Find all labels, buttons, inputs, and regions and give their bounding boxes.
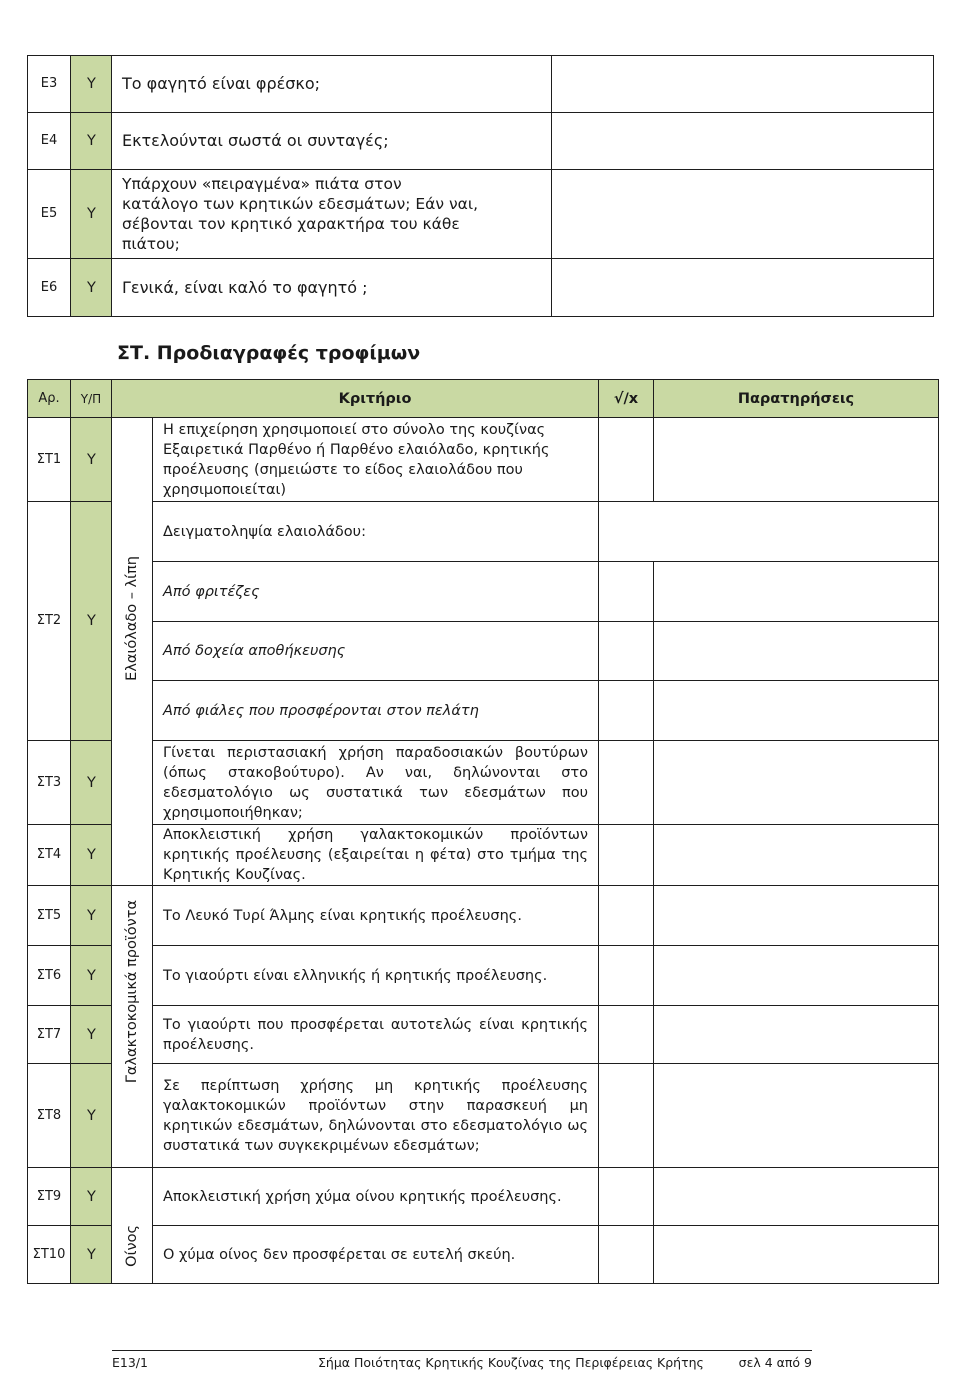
table-row xyxy=(28,825,939,886)
row-sub-criterion: Από φριτέζες xyxy=(153,562,599,622)
row-yp: Υ xyxy=(71,502,112,741)
row-yp: Υ xyxy=(71,259,112,317)
row-sub-criterion: Από δοχεία αποθήκευσης xyxy=(153,622,599,681)
row-notes-cell[interactable] xyxy=(552,259,934,317)
row-notes-cell[interactable] xyxy=(654,681,939,741)
row-yp: Υ xyxy=(71,113,112,170)
row-yp: Υ xyxy=(71,418,112,502)
row-yp: Υ xyxy=(71,1006,112,1064)
header-check: √/x xyxy=(599,380,654,418)
row-notes-cell[interactable] xyxy=(552,113,934,170)
table-row xyxy=(28,418,939,502)
row-yp: Υ xyxy=(71,825,112,886)
row-code: ΣΤ2 xyxy=(28,502,71,741)
row-notes-cell[interactable] xyxy=(654,622,939,681)
row-notes-cell[interactable] xyxy=(654,886,939,946)
row-yp: Υ xyxy=(71,946,112,1006)
row-code: ΣΤ1 xyxy=(28,418,71,502)
group-dairy xyxy=(112,886,153,1168)
row-notes-cell[interactable] xyxy=(654,1168,939,1226)
row-notes-cell[interactable] xyxy=(654,1006,939,1064)
row-code: ΣΤ10 xyxy=(28,1226,71,1284)
row-check-cell[interactable] xyxy=(599,741,654,825)
row-criterion: Σε περίπτωση χρήσης μη κρητικής προέλευσης γαλακτοκομικών προϊόντων στην παρασκευή μη κρητικών εδεσμάτων, δηλώνονται στο εδεσματολόγιο ως συστατικά των συγκεκριμένων εδεσμάτων; xyxy=(153,1064,599,1168)
row-yp: Υ xyxy=(71,56,112,113)
row-criterion: Το γιαούρτι είναι ελληνικής ή κρητικής προέλευσης. xyxy=(153,946,599,1006)
table-row xyxy=(28,886,939,946)
row-criterion: Αποκλειστική χρήση χύμα οίνου κρητικής προέλευσης. xyxy=(153,1168,599,1226)
footer-doc-code: Ε13/1 xyxy=(112,1355,148,1370)
row-yp: Υ xyxy=(71,170,112,259)
group-wine xyxy=(112,1168,153,1284)
row-yp: Υ xyxy=(71,1226,112,1284)
row-check-cell[interactable] xyxy=(599,1064,654,1168)
row-criterion: Δειγματοληψία ελαιολάδου: xyxy=(153,502,599,562)
top-criteria-table xyxy=(27,55,934,317)
row-criterion: Το Λευκό Τυρί Άλμης είναι κρητικής προέλευσης. xyxy=(153,886,599,946)
row-yp: Υ xyxy=(71,1064,112,1168)
row-criterion: Γενικά, είναι καλό το φαγητό ; xyxy=(112,259,552,317)
row-code: Ε3 xyxy=(28,56,71,113)
row-check-cell[interactable] xyxy=(599,622,654,681)
row-criterion: Αποκλειστική χρήση γαλακτοκομικών προϊόντων κρητικής προέλευσης (εξαιρείται η φέτα) στο τμήμα της Κρητικής Κουζίνας. xyxy=(153,825,599,886)
group-cell xyxy=(112,741,153,886)
row-yp: Υ xyxy=(71,886,112,946)
table-row xyxy=(28,502,939,562)
table-row xyxy=(28,741,939,825)
table-header xyxy=(28,380,939,418)
group-label: Οίνος xyxy=(124,1225,140,1267)
row-check-cell[interactable] xyxy=(599,946,654,1006)
row-check-cell[interactable] xyxy=(599,1006,654,1064)
row-criterion: Το φαγητό είναι φρέσκο; xyxy=(112,56,552,113)
table-row xyxy=(28,56,934,113)
row-criterion: Εκτελούνται σωστά οι συνταγές; xyxy=(112,113,552,170)
header-notes: Παρατηρήσεις xyxy=(654,380,939,418)
table-row xyxy=(28,946,939,1006)
row-code: ΣΤ6 xyxy=(28,946,71,1006)
row-check-cell[interactable] xyxy=(599,562,654,622)
table-row xyxy=(28,1168,939,1226)
header-criterion: Κριτήριο xyxy=(112,380,599,418)
row-notes-cell[interactable] xyxy=(552,56,934,113)
table-row xyxy=(28,622,939,681)
food-specs-table xyxy=(27,379,939,1284)
row-check-cell[interactable] xyxy=(599,502,654,562)
row-notes-cell[interactable] xyxy=(654,1064,939,1168)
group-cell xyxy=(112,418,153,502)
row-check-cell[interactable] xyxy=(599,418,654,502)
row-code: ΣΤ7 xyxy=(28,1006,71,1064)
table-row xyxy=(28,681,939,741)
table-row xyxy=(28,170,934,259)
row-notes-cell[interactable] xyxy=(654,502,939,562)
row-code: ΣΤ8 xyxy=(28,1064,71,1168)
row-notes-cell[interactable] xyxy=(654,825,939,886)
row-check-cell[interactable] xyxy=(599,681,654,741)
row-notes-cell[interactable] xyxy=(654,741,939,825)
row-yp: Υ xyxy=(71,741,112,825)
row-criterion: Γίνεται περιστασιακή χρήση παραδοσιακών βουτύρων (όπως στακοβούτυρο). Αν ναι, δηλώνονται στο εδεσματολόγιο ως συστατικά των εδεσμάτων που χρησιμοποιήθηκαν; xyxy=(153,741,599,825)
row-check-cell[interactable] xyxy=(599,825,654,886)
row-code: ΣΤ5 xyxy=(28,886,71,946)
table-row xyxy=(28,1006,939,1064)
group-label: Ελαιόλαδο – λίπη xyxy=(124,555,140,681)
row-code: ΣΤ3 xyxy=(28,741,71,825)
row-code: ΣΤ9 xyxy=(28,1168,71,1226)
row-yp: Υ xyxy=(71,1168,112,1226)
table-row xyxy=(28,1064,939,1168)
section-title: ΣΤ. Προδιαγραφές τροφίμων xyxy=(117,342,421,364)
row-notes-cell[interactable] xyxy=(654,418,939,502)
row-criterion: Ο χύμα οίνος δεν προσφέρεται σε ευτελή σκεύη. xyxy=(153,1226,599,1284)
row-code: Ε4 xyxy=(28,113,71,170)
table-row xyxy=(28,562,939,622)
row-check-cell[interactable] xyxy=(599,886,654,946)
row-code: ΣΤ4 xyxy=(28,825,71,886)
row-sub-criterion: Από φιάλες που προσφέρονται στον πελάτη xyxy=(153,681,599,741)
row-criterion: Το γιαούρτι που προσφέρεται αυτοτελώς είναι κρητικής προέλευσης. xyxy=(153,1006,599,1064)
row-code: Ε5 xyxy=(28,170,71,259)
row-notes-cell[interactable] xyxy=(552,170,934,259)
page-footer xyxy=(112,1350,812,1370)
table-row xyxy=(28,113,934,170)
table-row xyxy=(28,1226,939,1284)
header-number: Αρ. xyxy=(28,380,71,418)
row-notes-cell[interactable] xyxy=(654,946,939,1006)
footer-title: Σήμα Ποιότητας Κρητικής Κουζίνας της Περιφέρειας Κρήτης xyxy=(318,1355,704,1370)
row-check-cell[interactable] xyxy=(599,1226,654,1284)
footer-page-number: σελ 4 από 9 xyxy=(738,1355,812,1370)
header-yp: Υ/Π xyxy=(71,380,112,418)
row-check-cell[interactable] xyxy=(599,1168,654,1226)
row-code: Ε6 xyxy=(28,259,71,317)
group-olive-oil xyxy=(112,502,153,741)
row-criterion: Υπάρχουν «πειραγμένα» πιάτα στον κατάλογο των κρητικών εδεσμάτων; Εάν ναι, σέβονται τον κρητικό χαρακτήρα του κάθε πιάτου; xyxy=(112,170,552,259)
row-criterion: Η επιχείρηση χρησιμοποιεί στο σύνολο της κουζίνας Εξαιρετικά Παρθένο ή Παρθένο ελαιόλαδο, κρητικής προέλευσης (σημειώστε το είδος ελαιολάδου που χρησιμοποιείται) xyxy=(153,418,599,502)
group-label: Γαλακτοκομικά προϊόντα xyxy=(124,900,140,1084)
row-notes-cell[interactable] xyxy=(654,562,939,622)
table-row xyxy=(28,259,934,317)
row-notes-cell[interactable] xyxy=(654,1226,939,1284)
